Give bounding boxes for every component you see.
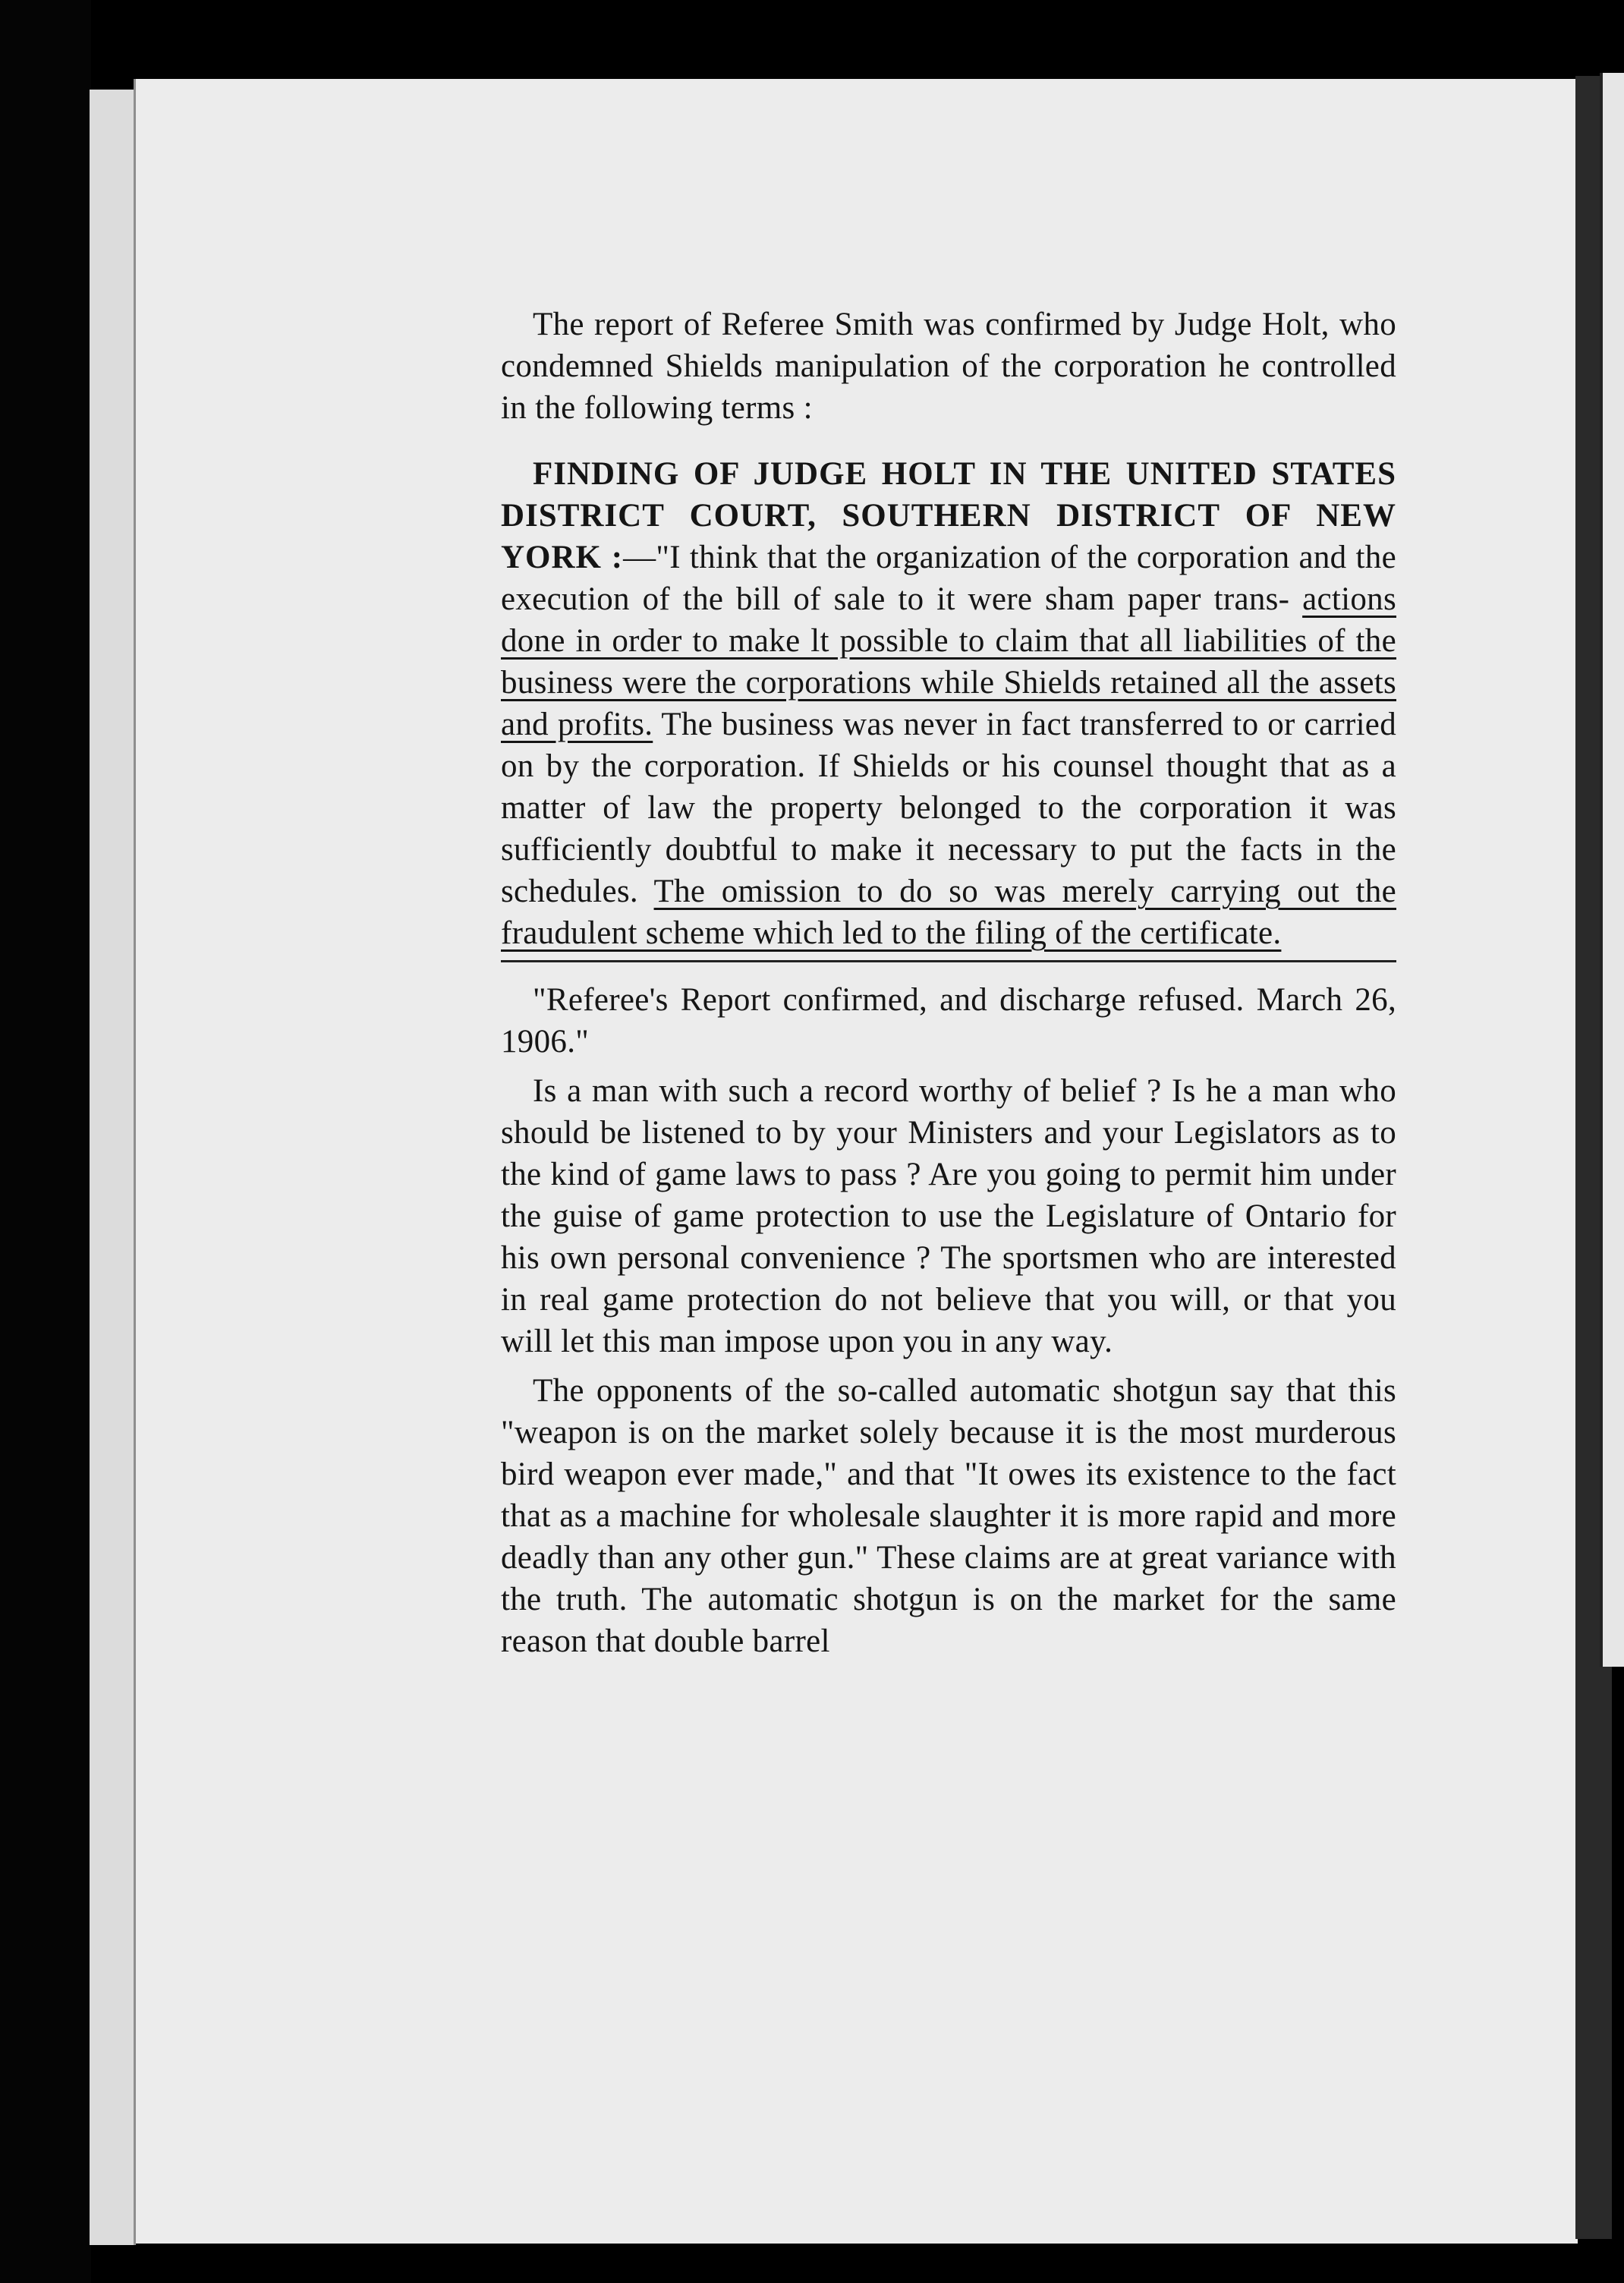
underlined-passage-2: The omission to do so was merely carrying out the fraudulent scheme which led to the filing of the certificate. xyxy=(501,874,1396,951)
underlined-passage-1: actions done in order to make lt possible to claim that all liabilities of the business were the corporations while Shields retained all the assets and profits. xyxy=(501,581,1396,742)
section-rule xyxy=(501,960,1396,962)
finding-quote-start: —"I think that the organization of the corporation and the execution of the bill of sale to it were sham paper trans- xyxy=(501,540,1396,617)
finding-heading: FINDING OF JUDGE HOLT IN THE UNITED STATES DISTRICT COURT, SOUTHERN DISTRICT OF NEW YORK : xyxy=(501,456,1396,575)
finding-paragraph xyxy=(501,453,1396,954)
page-text xyxy=(501,304,1396,1662)
shotgun-paragraph: The opponents of the so-called automatic shotgun say that this "weapon is on the market solely because it is the most murderous bird weapon ever made," and that "It owes its existence to the fact that as a machine for wholesale slaughter it is more rapid and more deadly than any other gun." These claims are at great variance with the truth. The automatic shotgun is on the market for the same reason that double barrel xyxy=(501,1373,1396,1659)
adjacent-page-sliver xyxy=(1600,73,1624,1667)
page-edge xyxy=(90,90,136,2245)
referee-report-line: "Referee's Report confirmed, and discharge refused. March 26, 1906." xyxy=(501,982,1396,1060)
belief-paragraph: Is a man with such a record worthy of belief ? Is he a man who should be listened to by your Ministers and your Legislators as to the kind of game laws to pass ? Are you going to permit him under the guise of game protection to use the Legislature of Ontario for his own personal convenience ? The sportsmen who are interested in real game protection do not believe that you will, or that you will let this man impose upon you in any way. xyxy=(501,1073,1396,1359)
finding-quote-middle: The business was never in fact transferred to or carried on by the corporation. If Shields or his counsel thought that as a matter of law the property belonged to the corporation it was sufficiently doubtful to make it necessary to put the facts in the schedules. xyxy=(501,707,1396,909)
intro-paragraph: The report of Referee Smith was confirmed by Judge Holt, who condemned Shields manipulation of the corporation he controlled in the following terms : xyxy=(501,307,1396,426)
scan-left-margin xyxy=(0,0,91,2283)
